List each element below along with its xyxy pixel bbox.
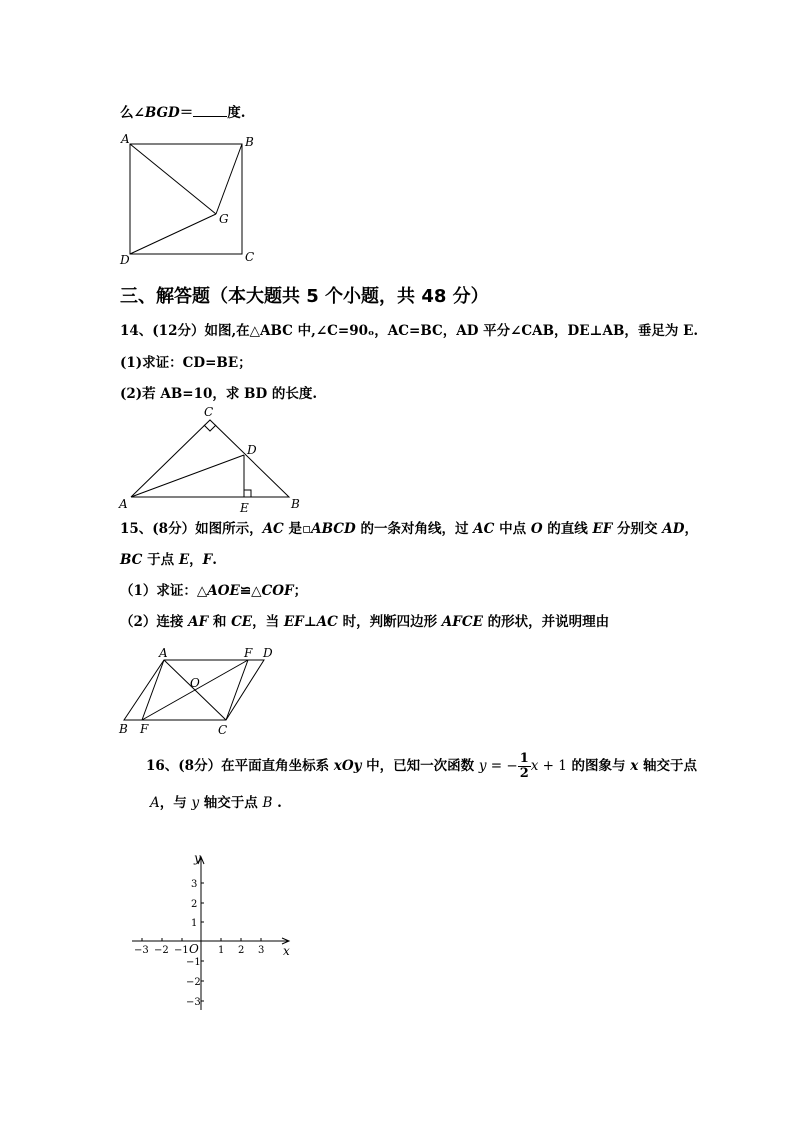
q15-math: AF <box>188 614 209 630</box>
q15-stem-line1 <box>120 520 698 538</box>
q16-stem-line2 <box>150 794 282 812</box>
q15-text: 中点 <box>494 521 531 537</box>
q14-part2: (2)若 AB=10，求 BD 的长度. <box>120 386 318 402</box>
y-tick-neg2: −2 <box>186 977 201 988</box>
fig14-label-d: D <box>247 443 257 457</box>
q14-part1: (1)求证：CD=BE； <box>120 355 252 371</box>
q16-math: xOy <box>333 758 362 774</box>
q15-math: AD <box>662 521 685 537</box>
q13-prefix: 么∠ <box>120 105 145 121</box>
q15-part1 <box>120 582 307 600</box>
q15-part2 <box>120 613 609 631</box>
q15-math: AOE <box>207 583 240 599</box>
q15-text: ≌△ <box>239 583 262 599</box>
q15-math: EF <box>283 614 304 630</box>
fig14-label-a: A <box>119 497 128 511</box>
x-tick-neg1: −1 <box>174 945 189 956</box>
q15-math: AFCE <box>441 614 483 630</box>
q16-text: 的图象与 <box>566 758 631 774</box>
q15-text: 是▫ <box>283 521 312 537</box>
q15-text: 和 <box>208 614 232 630</box>
fig15-label-f-top: F <box>244 646 253 660</box>
q15-text: ， <box>189 552 203 568</box>
q16-text: 轴交于点 <box>638 758 698 774</box>
q16-text: = − <box>486 758 518 774</box>
q16-math: x <box>530 758 539 774</box>
q15-text: ⊥ <box>303 614 317 630</box>
q15-text: 分别交 <box>612 521 663 537</box>
q15-math: ABCD <box>311 521 356 537</box>
q16-text: 中，已知一次函数 <box>361 758 479 774</box>
q16-math: x <box>630 758 639 774</box>
fraction-half <box>518 752 531 781</box>
q16-stem-line1 <box>146 752 697 781</box>
q15-text: 15、(8分）如图所示， <box>120 521 263 537</box>
q15-text: ，当 <box>252 614 284 630</box>
q15-text: 时，判断四边形 <box>337 614 442 630</box>
q15-math: AC <box>316 614 338 630</box>
q15-math: EF <box>592 521 613 537</box>
fig13-label-d: D <box>120 253 130 267</box>
q15-text: ， <box>684 521 698 537</box>
q15-text: 的直线 <box>542 521 593 537</box>
fig13-label-a: A <box>121 132 130 146</box>
q15-text: . <box>212 552 217 568</box>
x-tick-neg3: −3 <box>134 945 149 956</box>
x-tick-2: 2 <box>238 945 245 956</box>
q15-text: 的形状，并说明理由 <box>482 614 610 630</box>
q15-math: AC <box>262 521 284 537</box>
q15-text: （2）连接 <box>120 614 189 630</box>
q15-math: E <box>178 552 190 568</box>
figure-parallelogram-abcd <box>124 660 264 720</box>
q15-text: ； <box>293 583 308 599</box>
x-tick-3: 3 <box>258 945 265 956</box>
fig13-label-g: G <box>219 212 229 226</box>
q15-stem-line2 <box>120 551 217 569</box>
fig15-label-a: A <box>159 646 168 660</box>
fig14-label-c: C <box>204 405 214 419</box>
q16-math: y <box>191 795 200 811</box>
q15-math: AC <box>473 521 495 537</box>
q13-angle: BGD <box>144 105 180 121</box>
x-tick-1: 1 <box>218 945 225 956</box>
fig13-label-b: B <box>245 135 254 149</box>
fig15-label-f-bottom: F <box>140 722 149 736</box>
q16-text: 16、(8分）在平面直角坐标系 <box>146 758 334 774</box>
q15-math: CE <box>231 614 253 630</box>
fig14-label-b: B <box>291 497 300 511</box>
fig14-label-e: E <box>240 501 249 515</box>
q13-suffix: 度. <box>227 105 246 121</box>
q16-text: . <box>272 795 282 811</box>
y-axis-label: y <box>194 851 201 865</box>
coordinate-axes <box>132 857 289 1010</box>
q15-text: 的一条对角线，过 <box>355 521 474 537</box>
x-axis-label: x <box>283 944 290 958</box>
q15-math: O <box>530 521 543 537</box>
fig15-label-o: O <box>190 676 200 690</box>
y-tick-neg1: −1 <box>186 957 201 968</box>
q16-text: + 1 <box>538 758 567 774</box>
q15-text: （1）求证：△ <box>120 583 208 599</box>
figure-triangle-abc <box>131 420 289 497</box>
fraction-numerator: 1 <box>519 751 529 766</box>
q16-text: 轴交于点 <box>199 795 263 811</box>
q16-text: ，与 <box>159 795 192 811</box>
q15-text: 于点 <box>142 552 179 568</box>
q16-math: A <box>150 795 160 811</box>
fig15-label-c: C <box>218 723 228 737</box>
origin-label: O <box>189 942 199 956</box>
fig15-label-b: B <box>119 722 128 736</box>
y-tick-neg3: −3 <box>186 997 201 1008</box>
q15-math: F <box>202 552 213 568</box>
x-tick-neg2: −2 <box>154 945 169 956</box>
fig13-label-c: C <box>245 250 255 264</box>
y-tick-1: 1 <box>191 918 198 929</box>
q14-stem: 14、(12分）如图,在△ABC 中,∠C=90ₒ，AC=BC，AD 平分∠CAB，DE⊥AB，垂足为 E. <box>120 323 699 339</box>
fig15-label-d: D <box>263 646 273 660</box>
y-tick-2: 2 <box>191 899 198 910</box>
fraction-denominator: 2 <box>519 766 529 781</box>
section-title: 三、解答题（本大题共 5 个小题，共 48 分） <box>120 286 489 307</box>
y-tick-3: 3 <box>191 879 198 890</box>
q15-math: BC <box>120 552 143 568</box>
q15-math: COF <box>261 583 294 599</box>
q16-math: B <box>262 795 273 811</box>
q16-math: y <box>478 758 487 774</box>
q13-equals: ＝ <box>179 105 194 121</box>
